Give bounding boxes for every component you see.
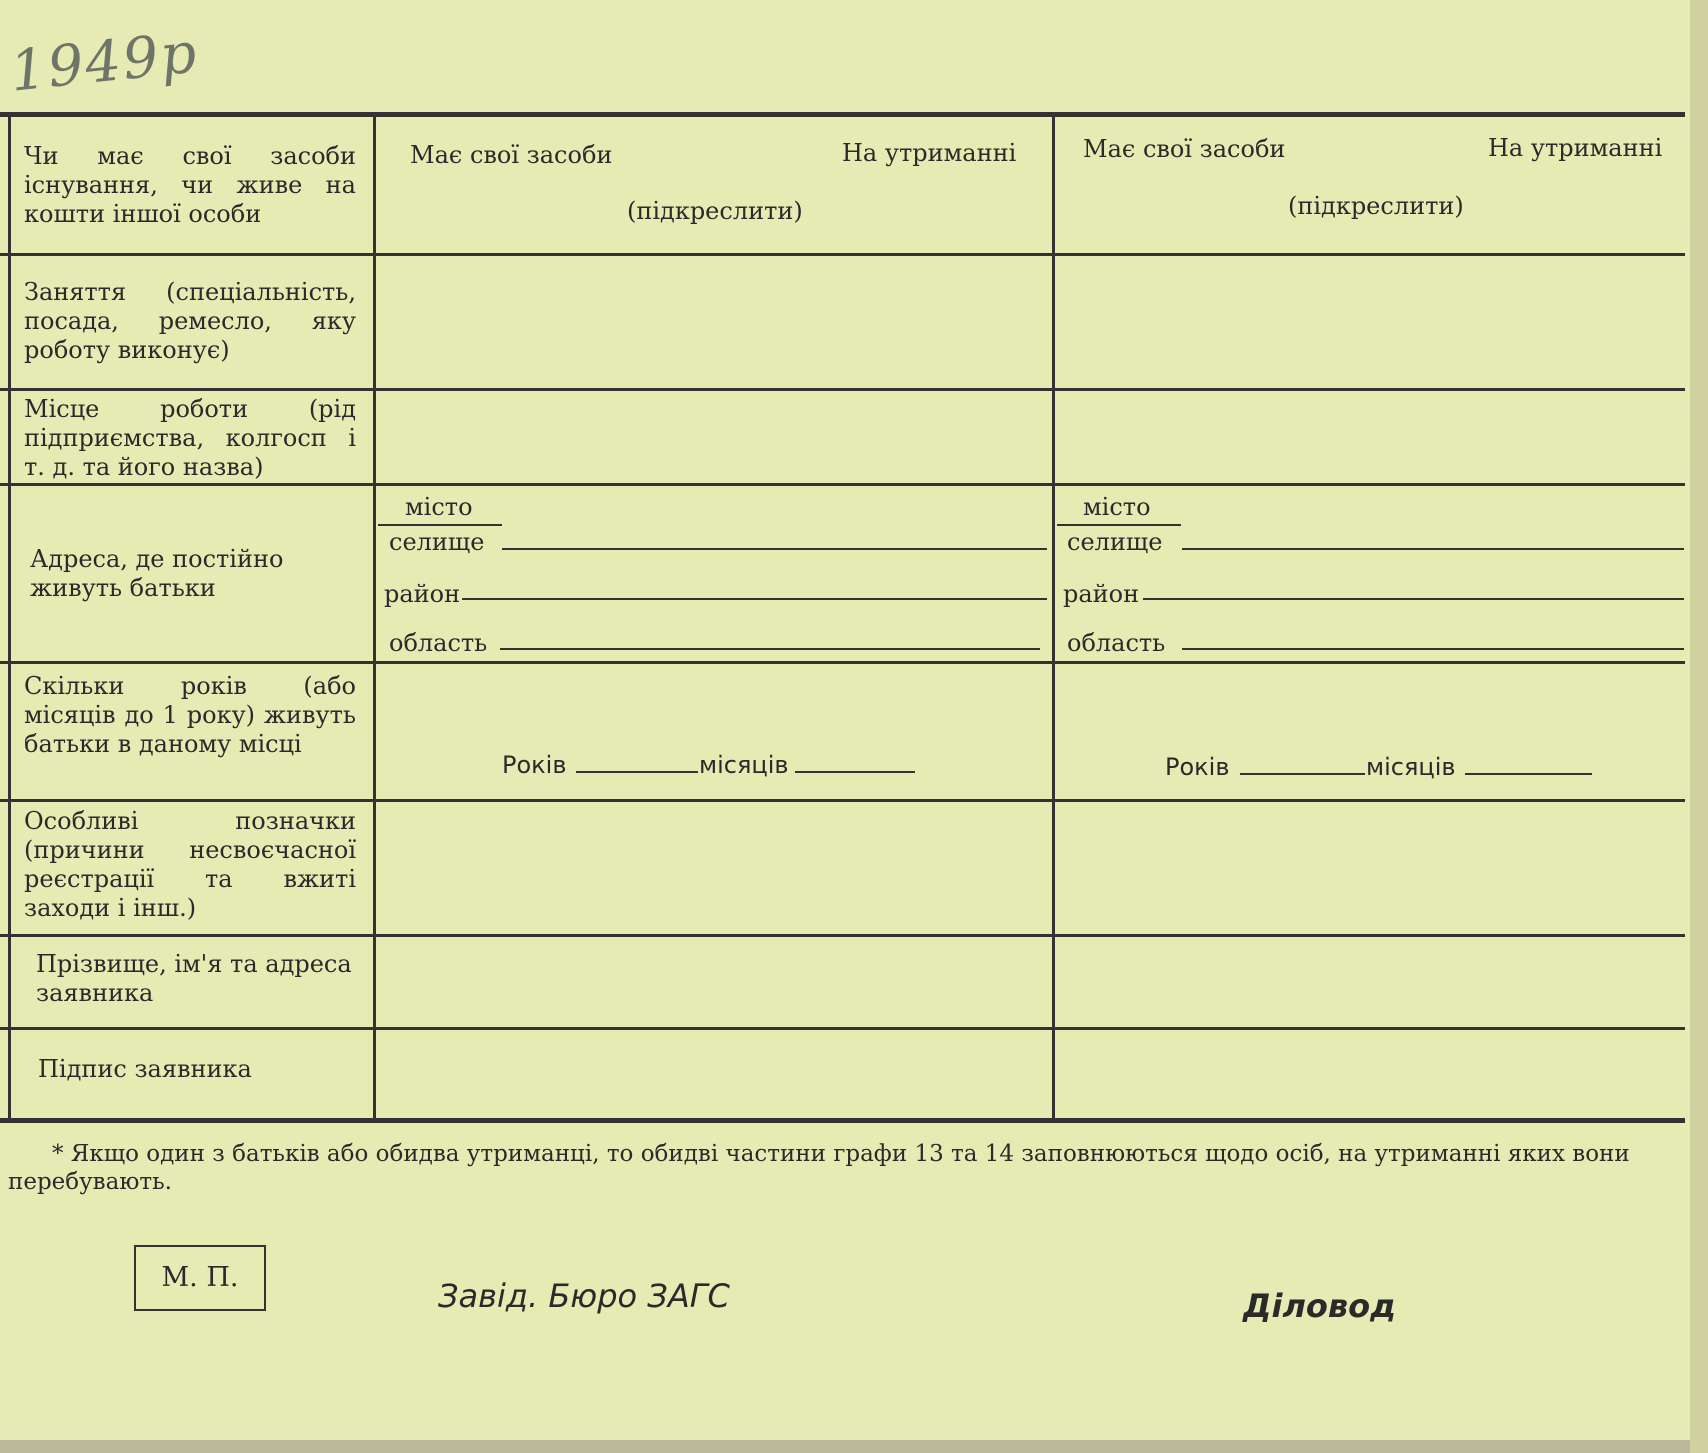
- years-line: [576, 771, 698, 773]
- row-label-workplace: Місце роботи (рід підприємства, колгосп і т. д. та його назва): [24, 395, 356, 481]
- region-line: [1182, 648, 1684, 650]
- months-label: місяців: [1366, 753, 1456, 781]
- address-city-label: місто: [405, 493, 473, 521]
- head-signature: Завід. Бюро ЗАГС: [438, 1277, 730, 1315]
- years-label: Років: [502, 751, 567, 779]
- row-label-notes: Особливі позначки (причини несвоєчасної реєстрації та вжиті заходи і інш.): [24, 807, 356, 922]
- district-line: [462, 598, 1047, 600]
- row-label-occupation: Заняття (спеціальність, посада, ремесло, яку роботу виконує): [24, 278, 356, 364]
- option-dependent: На утриманні: [842, 139, 1017, 167]
- underline-hint: (підкреслити): [1288, 192, 1464, 220]
- row-label-means: Чи має свої засоби існування, чи живе на кошти іншої особи: [24, 142, 356, 228]
- settlement-line: [502, 548, 1047, 550]
- column-divider: [8, 114, 11, 1120]
- city-underline: [378, 524, 502, 526]
- district-line: [1143, 598, 1684, 600]
- address-settlement-label: селище: [1067, 528, 1163, 556]
- settlement-line: [1182, 548, 1684, 550]
- row-divider: [0, 1027, 1685, 1030]
- option-own-means: Має свої засоби: [410, 141, 613, 169]
- row-divider: [0, 661, 1685, 664]
- address-region-label: область: [1067, 629, 1166, 657]
- column-divider: [1052, 114, 1055, 1120]
- stamp-box: М. П.: [134, 1245, 266, 1311]
- table-bottom-line: [0, 1118, 1685, 1123]
- address-city-label: місто: [1083, 493, 1151, 521]
- address-district-label: район: [1063, 580, 1140, 608]
- handwritten-note: 1949р: [7, 20, 202, 105]
- address-settlement-label: селище: [389, 528, 485, 556]
- row-label-duration: Скільки років (або місяців до 1 року) живуть батьки в даному місці: [24, 672, 356, 758]
- months-label: місяців: [699, 751, 789, 779]
- clerk-signature: Діловод: [1243, 1287, 1396, 1325]
- column-divider: [373, 114, 376, 1120]
- footnote: * Якщо один з батьків або обидва утриманці, то обидві частини графи 13 та 14 заповнюються щодо осіб, на утриманні яких вони перебувають.: [8, 1141, 1630, 1195]
- row-label-address: Адреса, де постійно живуть батьки: [30, 545, 284, 602]
- row-divider: [0, 934, 1685, 937]
- years-label: Років: [1165, 753, 1230, 781]
- option-own-means: Має свої засоби: [1083, 135, 1286, 163]
- page-edge: [1690, 0, 1708, 1453]
- address-district-label: район: [384, 580, 461, 608]
- row-divider: [0, 483, 1685, 486]
- row-label-applicant-name: Прізвище, ім'я та адреса заявника: [36, 950, 352, 1007]
- city-underline: [1057, 524, 1181, 526]
- option-dependent: На утриманні: [1488, 134, 1663, 162]
- region-line: [500, 648, 1040, 650]
- months-line: [1465, 773, 1592, 775]
- months-line: [795, 771, 915, 773]
- table-top-line: [0, 112, 1685, 117]
- underline-hint: (підкреслити): [627, 197, 803, 225]
- row-divider: [0, 253, 1685, 256]
- years-line: [1240, 773, 1365, 775]
- row-divider: [0, 388, 1685, 391]
- address-region-label: область: [389, 629, 488, 657]
- row-divider: [0, 799, 1685, 802]
- row-label-applicant-signature: Підпис заявника: [38, 1055, 252, 1083]
